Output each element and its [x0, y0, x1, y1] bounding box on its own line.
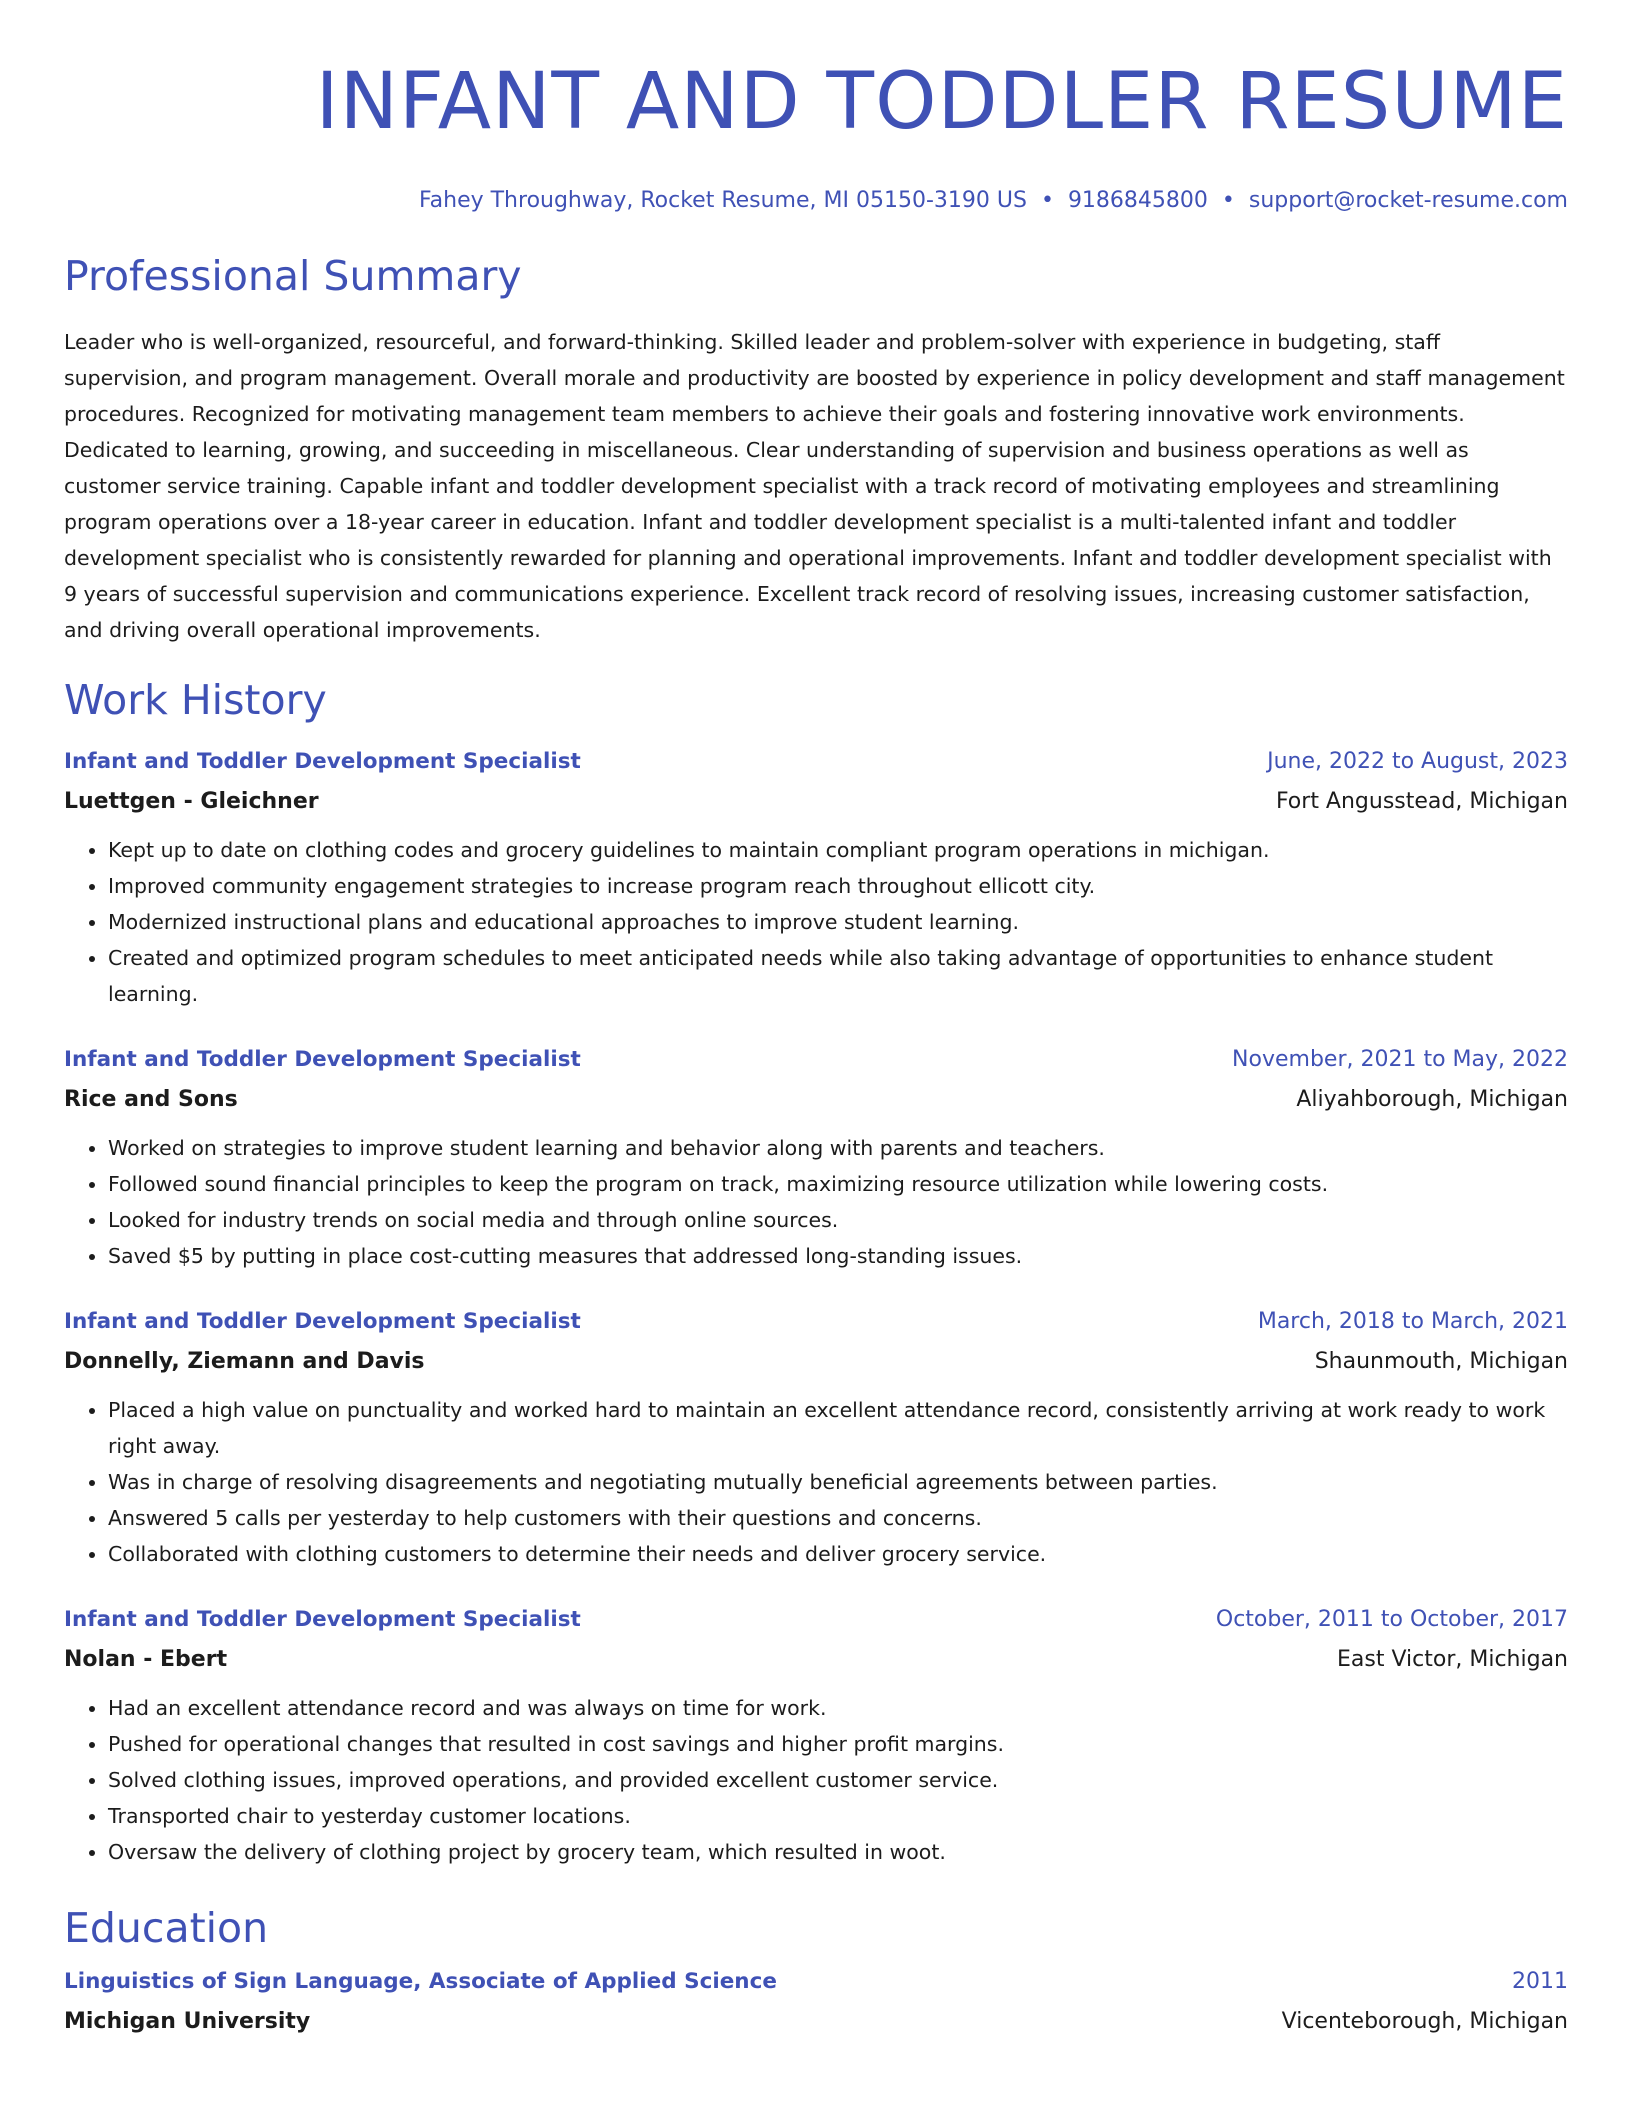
summary-heading: Professional Summary [64, 252, 522, 300]
job-employer: Rice and Sons [64, 1087, 238, 1112]
job-duty: • Looked for industry trends on social media and through online sources. [108, 1202, 1568, 1238]
job-entry [64, 742, 1568, 1012]
job-duty: • Followed sound financial principles to keep the program on track, maximizing resource utilization while lowering costs. [108, 1166, 1568, 1202]
job-employer: Donnelly, Ziemann and Davis [64, 1349, 425, 1374]
work-history-heading: Work History [64, 676, 327, 724]
job-location: Shaunmouth, Michigan [1314, 1349, 1568, 1374]
resume-header [64, 56, 1568, 216]
contact-line [64, 186, 1568, 216]
job-title: Infant and Toddler Development Specialist [64, 749, 581, 774]
job-duties [64, 1392, 1568, 1572]
job-duties [64, 1690, 1568, 1870]
job-duty: • Solved clothing issues, improved operations, and provided excellent customer service. [108, 1762, 1568, 1798]
job-duties [64, 832, 1568, 1012]
job-duty: • Improved community engagement strategies to increase program reach throughout ellicott city. [108, 868, 1568, 904]
job-duty: • Transported chair to yesterday customer locations. [108, 1798, 1568, 1834]
job-dates: March, 2018 to March, 2021 [1257, 1309, 1568, 1334]
job-location: East Victor, Michigan [1337, 1647, 1568, 1672]
education-entry [64, 1962, 1568, 2042]
job-entry [64, 1600, 1568, 1870]
job-duty: • Was in charge of resolving disagreements and negotiating mutually beneficial agreements between parties. [108, 1464, 1568, 1500]
job-duty: • Kept up to date on clothing codes and grocery guidelines to maintain compliant program operations in michigan. [108, 832, 1568, 868]
job-duty: • Worked on strategies to improve student learning and behavior along with parents and teachers. [108, 1130, 1568, 1166]
summary-text: Leader who is well-organized, resourceful, and forward-thinking. Skilled leader and problem-solver with experience in budgeting, staff supervision, and program management. Overall morale and productivity are boosted by experience in policy development and staff management procedures. Recognized for motivating management team members to achieve their goals and fostering innovative work environments. Dedicated to learning, growing, and succeeding in miscellaneous. Clear understanding of supervision and business operations as well as customer service training. Capable infant and toddler development specialist with a track record of motivating employees and streamlining program operations over a 18-year career in education. Infant and toddler development specialist is a multi-talented infant and toddler development specialist who is consistently rewarded for planning and operational improvements. Infant and toddler development specialist with 9 years of successful supervision and communications experience. Excellent track record of resolving issues, increasing customer satisfaction, and driving overall operational improvements. [64, 330, 1565, 642]
job-duty: • Placed a high value on punctuality and worked hard to maintain an excellent attendance record, consistently arriving at work ready to work right away. [108, 1392, 1568, 1464]
work-history-section [64, 674, 1568, 1870]
job-title: Infant and Toddler Development Specialist [64, 1309, 581, 1334]
job-duty: • Had an excellent attendance record and was always on time for work. [108, 1690, 1568, 1726]
job-duties [64, 1130, 1568, 1274]
education-section [64, 1902, 1568, 2042]
job-dates: June, 2022 to August, 2023 [1267, 749, 1568, 774]
job-entry [64, 1302, 1568, 1572]
education-heading: Education [64, 1904, 269, 1952]
contact-separator: • [1040, 188, 1054, 213]
education-year: 2011 [1512, 1969, 1568, 1994]
job-entry [64, 1040, 1568, 1274]
contact-address: Fahey Throughway, Rocket Resume, MI 05150-3190 US [419, 188, 1027, 213]
job-duty: • Collaborated with clothing customers to determine their needs and deliver grocery service. [108, 1536, 1568, 1572]
job-title: Infant and Toddler Development Specialist [64, 1047, 581, 1072]
job-duty: • Created and optimized program schedules to meet anticipated needs while also taking advantage of opportunities to enhance student learning. [108, 940, 1568, 1012]
job-location: Fort Angusstead, Michigan [1275, 789, 1568, 814]
contact-separator: • [1221, 188, 1235, 213]
resume-title: INFANT AND TODDLER RESUME [315, 57, 1568, 147]
education-degree: Linguistics of Sign Language, Associate of Applied Science [64, 1969, 777, 1994]
summary-section [64, 250, 1568, 648]
job-location: Aliyahborough, Michigan [1296, 1087, 1568, 1112]
job-duty: • Answered 5 calls per yesterday to help customers with their questions and concerns. [108, 1500, 1568, 1536]
job-dates: November, 2021 to May, 2022 [1232, 1047, 1568, 1072]
job-duty: • Pushed for operational changes that resulted in cost savings and higher profit margins. [108, 1726, 1568, 1762]
job-title: Infant and Toddler Development Specialist [64, 1607, 581, 1632]
job-duty: • Oversaw the delivery of clothing project by grocery team, which resulted in woot. [108, 1834, 1568, 1870]
education-school: Michigan University [64, 2009, 311, 2034]
job-dates: October, 2011 to October, 2017 [1215, 1607, 1568, 1632]
job-employer: Nolan - Ebert [64, 1647, 228, 1672]
education-location: Vicenteborough, Michigan [1281, 2009, 1568, 2034]
job-duty: • Saved $5 by putting in place cost-cutting measures that addressed long-standing issues. [108, 1238, 1568, 1274]
job-duty: • Modernized instructional plans and educational approaches to improve student learning. [108, 904, 1568, 940]
contact-email: support@rocket-resume.com [1248, 188, 1568, 213]
contact-phone: 9186845800 [1067, 188, 1208, 213]
job-employer: Luettgen - Gleichner [64, 789, 319, 814]
